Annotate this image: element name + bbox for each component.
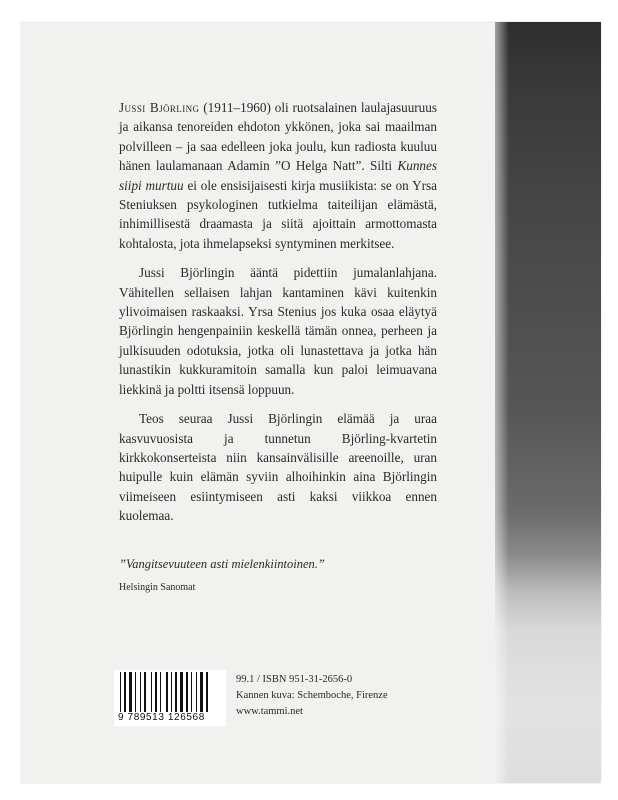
cover-credit: Kannen kuva: Schemboche, Firenze	[236, 690, 388, 701]
barcode-bar	[184, 672, 185, 712]
barcode-bar	[193, 672, 195, 712]
barcode	[114, 670, 226, 726]
barcode-bar	[160, 672, 161, 712]
barcode-bar	[204, 672, 205, 712]
barcode-bar	[169, 672, 170, 712]
blurb-paragraph-2: Jussi Björlingin ääntä pidettiin jumalanlahjana. Vähitellen sellaisen lahjan kantaminen kävi kuitenkin ylivoimaisen raskaaksi. Yrsa Stenius jos kuka osaa eläytyä Björlingin hengenpainiin keskellä tämän onnea, perheen ja julkisuuden odotuksia, jotka oli lunastettava ja jotka hän lunastikin kukkuramitoin samalla kun paloi leimuavana liekkinä ja poltti itsensä loppuun.	[119, 265, 437, 397]
barcode-bar	[120, 672, 121, 712]
blurb-paragraph-3: Teos seuraa Jussi Björlingin elämää ja uraa kasvuvuosista ja tunnetun Björling-kvartetin kirkkokonserteista niin kansainvälisille areenoille, uran huipulle kuin elämän syviin alhoihinkin aina Björlingin viimeiseen esiintymiseen asti kaksi viikkoa ennen kuolemaa.	[119, 411, 437, 524]
author-subject-name: Jussi Björling	[119, 100, 200, 115]
barcode-bar	[153, 672, 154, 712]
barcode-bar	[178, 672, 179, 712]
barcode-bar	[196, 672, 197, 712]
review-quote	[119, 556, 449, 596]
barcode-bar	[191, 672, 192, 712]
barcode-bar	[137, 672, 139, 712]
barcode-bar	[122, 672, 123, 712]
barcode-bar	[189, 672, 190, 712]
barcode-bar	[198, 672, 199, 712]
barcode-number: 9 789513 126568	[118, 712, 205, 723]
barcode-bar	[186, 672, 188, 712]
quote-source: Helsingin Sanomat	[119, 582, 196, 593]
barcode-bar	[124, 672, 126, 712]
barcode-bar	[171, 672, 172, 712]
quote-text: ”Vangitsevuuteen asti mielenkiintoinen.”	[119, 557, 325, 571]
publisher-website: www.tammi.net	[236, 706, 303, 717]
barcode-bar	[206, 672, 208, 712]
barcode-bar	[151, 672, 152, 712]
blurb-text	[119, 98, 437, 526]
spine-band	[495, 22, 601, 783]
barcode-bar	[180, 672, 183, 712]
barcode-bar	[200, 672, 203, 712]
barcode-bar	[175, 672, 177, 712]
barcode-bar	[155, 672, 157, 712]
barcode-bar	[127, 672, 128, 712]
barcode-bar	[129, 672, 132, 712]
barcode-bar	[162, 672, 165, 712]
blurb-p1-part-a: (1911–1960) oli ruotsalainen laulajasuuruus ja aikansa tenoreiden ehdoton ykkönen, joka sai maailman polvilleen – ja saa edelleen joka joulu, kun radiosta kuuluu hänen laulamanaan Adamin ”O Helga Natt”. Silti	[119, 100, 437, 174]
barcode-bar	[166, 672, 168, 712]
barcode-bar	[142, 672, 143, 712]
isbn-line: 99.1 / ISBN 951-31-2656-0	[236, 674, 353, 685]
book-back-cover	[21, 22, 601, 783]
barcode-bar	[144, 672, 146, 712]
barcode-bars	[120, 672, 220, 712]
book-title: Kunnes siipi murtuu	[119, 158, 437, 193]
blurb-paragraph-1	[119, 98, 437, 253]
barcode-bar	[135, 672, 136, 712]
barcode-bar	[158, 672, 159, 712]
blurb-p1-part-b: ei ole ensisijaisesti kirja musiikista: se on Yrsa Steniuksen psykologinen tutkielma taiteilijan elämästä, inhimillisestä draamasta ja siitä ajoittain armottomasta kohtalosta, jota ihmelapseksi syntyminen merkitsee.	[119, 177, 437, 251]
barcode-bar	[140, 672, 141, 712]
barcode-bar	[133, 672, 134, 712]
barcode-bar	[147, 672, 150, 712]
barcode-bar	[209, 672, 210, 712]
barcode-bar	[173, 672, 174, 712]
publishing-info	[236, 672, 388, 720]
